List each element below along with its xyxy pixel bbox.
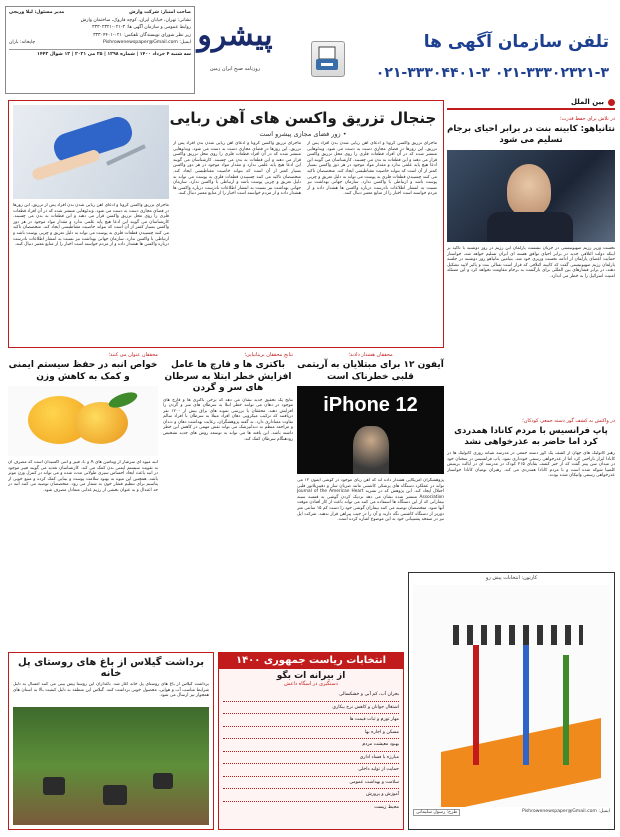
intl-body: نخست وزیر رژیم صهیونیستی در جریان نشست پارلمان این رژیم در روز دوشنبه با تاکید بر اینکه دولت ائتلافی جدید در برابر احیای توافق هسته ای ایران تسلیم خواهد شد، خواستار حمایت اعضای پارلمان از ادامه نخست وزیری خود شد. بنیامین نتانیاهو روز دوشنبه در جلسه پارلمان رژیم صهیونیستی گفت که کابینه ائتلافی که قرار است نفتالی بنت و یائیر لاپید تشکیل دهند، در برابر فشارهای بین المللی برای بازگشت به برجام مقاومت نخواهد کرد و این مسئله امنیت اسرائیل را به خطر می اندازد.: [447, 246, 615, 279]
mango-article: [8, 352, 158, 648]
france-article: [447, 418, 615, 568]
election-item: بحران آب، کم آبی و خشکسالی: [223, 689, 399, 702]
ad-phone-numbers: ۰۲۱-۳۳۳۰۲۳۲۱-۳ ۰۲۱-۳۳۳۰۴۴۰۱-۳: [375, 65, 609, 81]
cartoon-caption: کارتون: انتخابات پیش رو: [485, 575, 538, 581]
election-item: سلامت و بهداشت عمومی: [223, 777, 399, 790]
intl-kicker: در تلاش برای حفظ قدرت؛: [559, 116, 615, 122]
cartoon-footer: ایمیل: Pishrowenewspaper@Gmail.com: [521, 809, 610, 814]
election-item: مهار تورم و ثبات قیمت ها: [223, 714, 399, 727]
logo-subtitle: روزنامه صبح ایران زمین: [209, 66, 261, 72]
election-item: محیط زیست: [374, 804, 399, 810]
logo-text: پیشرو: [197, 18, 273, 53]
election-box: [218, 652, 404, 830]
vaccine-body-col2: ماجرای تزریق واکسن کرونا و ادعای آهن ربایی شدن بدن افراد پس از تزریق، این روزها در فضای مجازی دست به دست می شود. ویدئوهایی منتشر شده که در آن افراد قطعات فلزی را روی محل تزریق واکسن قرار می دهند و این قطعات به بدن می چسبند. کارشناسان می گویند این ادعا هیچ پایه علمی ندارد و مقدار مواد موجود در هر دوز واکسن بسیار کمتر از آن است که بتواند خاصیت مغناطیسی ایجاد کند. متخصصان تاکید می کنند چسبیدن قطعات فلزی به پوست می تواند به دلیل تعریق و چربی پوست باشد و ارتباطی با واکسن ندارد. سازمان جهانی بهداشت نیز نسبت به انتشار اطلاعات نادرست درباره واکسن ها هشدار داده و از مردم خواسته است اخبار را از منابع معتبر دنبال کنند.: [173, 141, 301, 197]
election-item: بهبود معیشت مردم: [223, 739, 399, 752]
cherry-article: [8, 652, 214, 830]
masthead: [5, 6, 273, 94]
iphone-photo-text: iPhone 12: [323, 394, 418, 416]
mango-headline: خواص انبه در حفظ سیستم ایمنی و کمک به کاهش وزن: [8, 360, 158, 382]
netanyahu-photo: [447, 150, 615, 242]
virus-headline: باکتری ها و قارچ ها عامل افزایش خطر ابتلا به سرطان های سر و گردن: [164, 360, 292, 393]
cherry-photo: [13, 707, 209, 825]
ad-phone-title: تلفن سازمان آگهی ها: [423, 32, 609, 52]
virus-body: نتایج یک تحقیق جدید نشان می دهد که برخی باکتری ها و قارچ های موجود در دهان می توانند خطر ابتلا به سرطان های سر و گردن را افزایش دهند. محققان با بررسی نمونه های بزاق بیش از ۱۲۰۰ نفر دریافتند که ترکیب میکروبی دهان افراد مبتلا به سرطان با افراد سالم تفاوت معناداری دارد. به گفته پژوهشگران، رعایت بهداشت دهان و دندان و مراجعه منظم به دندانپزشک می تواند نقش مهمی در کاهش این خطر داشته باشد. این یافته ها می تواند به توسعه روش های جدید تشخیص زودهنگام سرطان کمک کند.: [163, 397, 293, 442]
intl-section-label: بین الملل: [570, 98, 604, 106]
mango-kicker: محققان عنوان می کنند؛: [108, 352, 158, 358]
election-item: مسکن و اجاره بها: [223, 727, 399, 740]
election-title: انتخابات ریاست جمهوری ۱۴۰۰: [219, 653, 403, 669]
election-subtitle2: دستگیری در اسگاه داعش: [284, 681, 338, 687]
cherry-body: برداشت گیلاس از باغ های روستای پل خانه آغاز شد. باغداران این روستا پیش بینی می کنند امسال به دلیل شرایط مناسب آب و هوایی، محصول خوبی برداشت کنند. گیلاس این منطقه به دلیل کیفیت بالا به استان های همجوار نیز ارسال می شود.: [13, 682, 209, 699]
ad-phone-banner: [297, 28, 615, 88]
dateline: سه شنبه ۴ خرداد ۱۴۰۰ | شماره ۱۲۹۸ | ۲۵ می ۲۰۲۱ | ۱۳ شوال ۱۴۴۲: [9, 49, 191, 59]
fax-icon: [311, 41, 345, 77]
mango-body: انبه میوه ای سرشار از ویتامین های A و C، فیبر و آنتی اکسیدان است که مصرف آن به تقویت سیستم ایمنی بدن کمک می کند. کارشناسان تغذیه می گویند فیبر موجود در انبه باعث ایجاد احساس سیری طولانی مدت شده و می تواند در کنترل وزن موثر باشد. همچنین این میوه به بهبود سلامت پوست و بینایی کمک کرده و منبع خوبی از پتاسیم برای تنظیم فشار خون به شمار می رود. متخصصان توصیه می کنند انبه در حد اعتدال و به عنوان بخشی از رژیم غذایی متعادل مصرف شود.: [8, 460, 158, 493]
france-headline: پاپ فرانسیس با مردم کانادا همدردی کرد اما حاضر به عذرخواهی نشد: [454, 426, 608, 447]
election-item: حمایت از تولید داخلی: [223, 764, 399, 777]
intl-headline: نتانیاهو: کابینه بنت در برابر احیای برجام تسلیم می شود: [447, 124, 615, 145]
iphone-photo: [297, 386, 444, 474]
mango-photo: [8, 386, 158, 456]
election-item: آموزش و پرورش: [223, 789, 399, 802]
election-item: مبارزه با فساد اداری: [223, 752, 399, 765]
vaccine-photo: [13, 105, 169, 199]
vaccine-body-col1: ماجرای تزریق واکسن کرونا و ادعای آهن ربایی شدن بدن افراد پس از تزریق، این روزها در فضای مجازی دست به دست می شود. ویدئوهایی منتشر شده که در آن افراد قطعات فلزی را روی محل تزریق واکسن قرار می دهند و این قطعات به بدن می چسبند. کارشناسان می گویند این ادعا هیچ پایه علمی ندارد و مقدار مواد موجود در هر دوز واکسن بسیار کمتر از آن است که بتواند خاصیت مغناطیسی ایجاد کند. متخصصان تاکید می کنند چسبیدن قطعات فلزی به پوست می تواند به دلیل تعریق و چربی پوست باشد و ارتباطی با واکسن ندارد. سازمان جهانی بهداشت نیز نسبت به انتشار اطلاعات نادرست درباره واکسن ها هشدار داده و از مردم خواسته است اخبار را از منابع معتبر دنبال کنند.: [307, 141, 437, 197]
intl-section-header: [447, 96, 615, 110]
email-line: ایمیل: Pishrowenewspaper@Gmail.com: [102, 40, 191, 45]
virus-article: [163, 352, 293, 648]
france-body: رهبر کاتولیک های جهان از کشف یک گور دسته جمعی در مدرسه شبانه روزی کاتولیک ها در کانادا ابراز ناراحتی کرد اما از عذرخواهی رسمی خودداری نمود. پاپ فرانسیس در سخنان خود در میدان سن پیتر گفت که از خبر کشف بقایای ۲۱۵ کودک در مدرسه ای در ایالت بریتیش کلمبیا شوکه شده است و با مردم کانادا همدردی می کند. رهبران بومیان کانادا خواستار عذرخواهی رسمی واتیکان شده بودند.: [447, 451, 615, 479]
cartoon-box: [408, 572, 615, 830]
publisher-label: صاحب امتیاز: شرکت وارش: [129, 10, 191, 15]
france-kicker: در واکنش به کشف گور دسته جمعی کودکان؛: [522, 418, 615, 424]
iphone-body: پژوهشگران آمریکایی هشدار داده اند که آهن ربای موجود در گوشی آیفون ۱۲ می تواند در عملکرد دستگاه های پزشکی کاشتنی مانند ضربان ساز و دفیبریلاتور قلبی اختلال ایجاد کند. این پژوهش که در نشریه Journal of the American Heart Association منتشر شده نشان می دهد نزدیک کردن گوشی به قفسه سینه بیمارانی که از این دستگاه ها استفاده می کنند می تواند باعث از کار افتادن موقت آنها شود. متخصصان توصیه می کنند بیماران گوشی خود را دست کم ۱۵ سانتی متر دورتر از دستگاه کاشتنی نگه دارند و آن را در جیب پیراهن قرار ندهند. شرکت اپل نیز در صفحه پشتیبانی خود به این موضوع اشاره کرده است.: [297, 478, 444, 523]
section-bullet-icon: [608, 99, 615, 106]
director-label: مدیر مسئول: ليلا وريجي: [9, 10, 65, 15]
cartoon-credit: طرح: رسول سلیمانی: [413, 809, 460, 816]
address-line: نشانی: تهران، خیابان ایران، کوچه قاروک، ساختمان وارش: [80, 17, 191, 23]
vaccine-article: [8, 100, 444, 348]
printer-line: چاپخانه: باران: [9, 40, 36, 45]
iphone-headline: آیفون ۱۲ برای مبتلایان به آریتمی قلبی خطرناک است: [297, 360, 444, 382]
cherry-headline: برداشت گیلاس از باغ های روستای پل خانه: [17, 657, 204, 679]
phone-print: زیر نظر شورای نویسندگان تلفکس: ۰۲۱-۳۳۳۰۴۴۰۱: [93, 32, 191, 38]
election-list: [223, 689, 399, 813]
election-item: اشتغال جوانان و کاهش نرخ بیکاری: [223, 702, 399, 715]
vaccine-headline: جنجال تزریق واکسن های آهن ربایی: [169, 109, 437, 127]
vaccine-subtitle: • زور فضای مجازی پیشرو است: [259, 130, 347, 138]
virus-kicker: نتایج محققان بریتانیایی؛: [244, 352, 293, 358]
info-box: [5, 6, 195, 94]
election-subtitle: از بیرانه ات بگو: [276, 671, 346, 681]
vaccine-body-col3: ماجرای تزریق واکسن کرونا و ادعای آهن ربایی شدن بدن افراد پس از تزریق، این روزها در فضای مجازی دست به دست می شود. ویدئوهایی منتشر شده که در آن افراد قطعات فلزی را روی محل تزریق واکسن قرار می دهند و این قطعات به بدن می چسبند. کارشناسان می گویند این ادعا هیچ پایه علمی ندارد و مقدار مواد موجود در هر دوز واکسن بسیار کمتر از آن است که بتواند خاصیت مغناطیسی ایجاد کند. متخصصان تاکید می کنند چسبیدن قطعات فلزی به پوست می تواند به دلیل تعریق و چربی پوست باشد و ارتباطی با واکسن ندارد. سازمان جهانی بهداشت نیز نسبت به انتشار اطلاعات نادرست درباره واکسن ها هشدار داده و از مردم خواسته است اخبار را از منابع معتبر دنبال کنند.: [13, 203, 169, 248]
iphone-kicker: محققان هشدار دادند؛: [348, 352, 393, 358]
phone-public: روابط عمومی و سازمان آگهی ها: ۳-۰۲۱-۳۳۳۰۲۳۲۱: [92, 25, 191, 30]
cartoon-image: [413, 585, 610, 807]
logo-block: [197, 6, 273, 94]
intl-section: [447, 96, 615, 458]
